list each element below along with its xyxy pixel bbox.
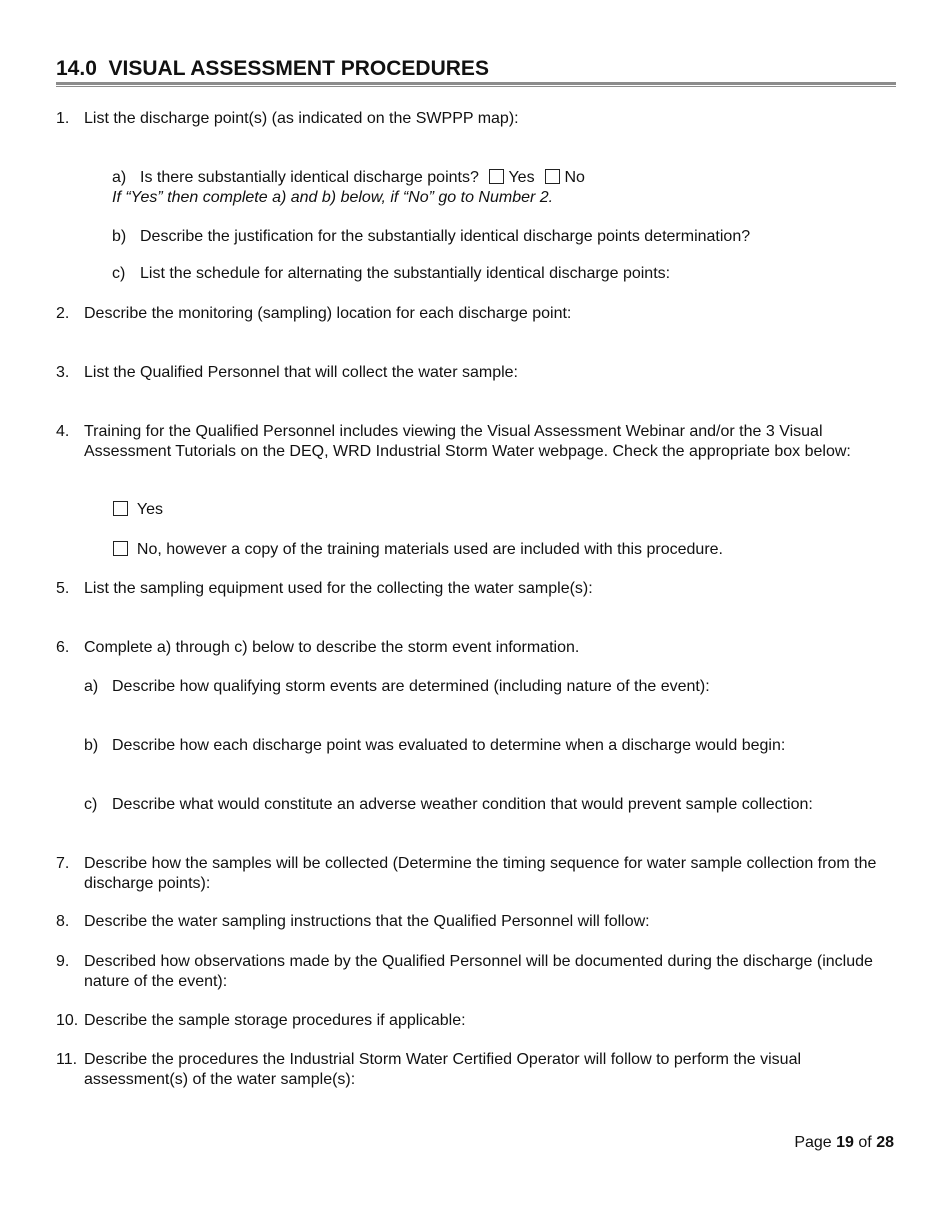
sub-item-letter: b): [84, 737, 99, 754]
no-checkbox[interactable]: [545, 169, 560, 184]
item-10-text: Describe the sample storage procedures if applicable:: [84, 1012, 466, 1029]
item-number: 4.: [56, 423, 70, 440]
item-1a-note: If “Yes” then complete a) and b) below, if “No” go to Number 2.: [112, 189, 554, 206]
section-heading: [56, 56, 489, 82]
item-4-text: Training for the Qualified Personnel includes viewing the Visual Assessment Webinar and/or the 3 Visual Assessment Tutorials on the DEQ, WRD Industrial Storm Water webpage. Check the appropriate box below:: [84, 423, 851, 460]
item-number: 6.: [56, 639, 70, 656]
section-number: 14.0: [56, 57, 97, 80]
item-6-text: Complete a) through c) below to describe the storm event information.: [84, 639, 580, 656]
training-yes-option: [113, 500, 163, 520]
item-3-text: List the Qualified Personnel that will collect the water sample:: [84, 364, 518, 381]
sub-item-letter: b): [112, 228, 127, 245]
item-1a-text: Is there substantially identical discharge points?: [140, 169, 479, 186]
item-1a-row: [140, 168, 585, 188]
item-number: 10.: [56, 1012, 79, 1029]
page-footer: [794, 1133, 894, 1153]
yes-label: Yes: [508, 169, 535, 186]
page-total: 28: [876, 1134, 894, 1151]
item-number: 3.: [56, 364, 70, 381]
item-6a-text: Describe how qualifying storm events are determined (including nature of the event):: [112, 678, 710, 695]
item-number: 7.: [56, 855, 70, 872]
item-1b-text: Describe the justification for the substantially identical discharge points determination?: [140, 228, 751, 245]
training-no-label: No, however a copy of the training materials used are included with this procedure.: [136, 541, 723, 558]
sub-item-letter: c): [84, 796, 98, 813]
item-5-text: List the sampling equipment used for the collecting the water sample(s):: [84, 580, 593, 597]
training-yes-checkbox[interactable]: [113, 501, 128, 516]
item-9-text: Described how observations made by the Qualified Personnel will be documented during the discharge (include nature of the event):: [84, 953, 873, 990]
item-number: 9.: [56, 953, 70, 970]
item-number: 8.: [56, 913, 70, 930]
item-11-text: Describe the procedures the Industrial Storm Water Certified Operator will follow to perform the visual assessment(s) of the water sample(s):: [84, 1051, 802, 1088]
item-number: 2.: [56, 305, 70, 322]
sub-item-letter: c): [112, 265, 126, 282]
no-label: No: [564, 169, 585, 186]
page-label: Page: [794, 1134, 832, 1151]
item-number: 5.: [56, 580, 70, 597]
item-7-text: Describe how the samples will be collected (Determine the timing sequence for water sample collection from the discharge points):: [84, 855, 877, 892]
section-title: VISUAL ASSESSMENT PROCEDURES: [108, 57, 489, 80]
training-no-option: [113, 540, 723, 560]
page-number: 19: [836, 1134, 854, 1151]
sub-item-letter: a): [112, 169, 127, 186]
item-6b-text: Describe how each discharge point was evaluated to determine when a discharge would begin:: [112, 737, 786, 754]
item-1-text: List the discharge point(s) (as indicated on the SWPPP map):: [84, 110, 519, 127]
of-label: of: [858, 1134, 872, 1151]
yes-checkbox[interactable]: [489, 169, 504, 184]
training-no-checkbox[interactable]: [113, 541, 128, 556]
item-6c-text: Describe what would constitute an adverse weather condition that would prevent sample collection:: [112, 796, 813, 813]
item-number: 1.: [56, 110, 70, 127]
heading-rule: [56, 82, 896, 85]
item-8-text: Describe the water sampling instructions that the Qualified Personnel will follow:: [84, 913, 650, 930]
sub-item-letter: a): [84, 678, 99, 695]
heading-rule-thin: [56, 86, 896, 87]
item-1c-text: List the schedule for alternating the substantially identical discharge points:: [140, 265, 671, 282]
item-number: 11.: [56, 1051, 78, 1068]
training-yes-label: Yes: [136, 501, 163, 518]
item-2-text: Describe the monitoring (sampling) location for each discharge point:: [84, 305, 572, 322]
